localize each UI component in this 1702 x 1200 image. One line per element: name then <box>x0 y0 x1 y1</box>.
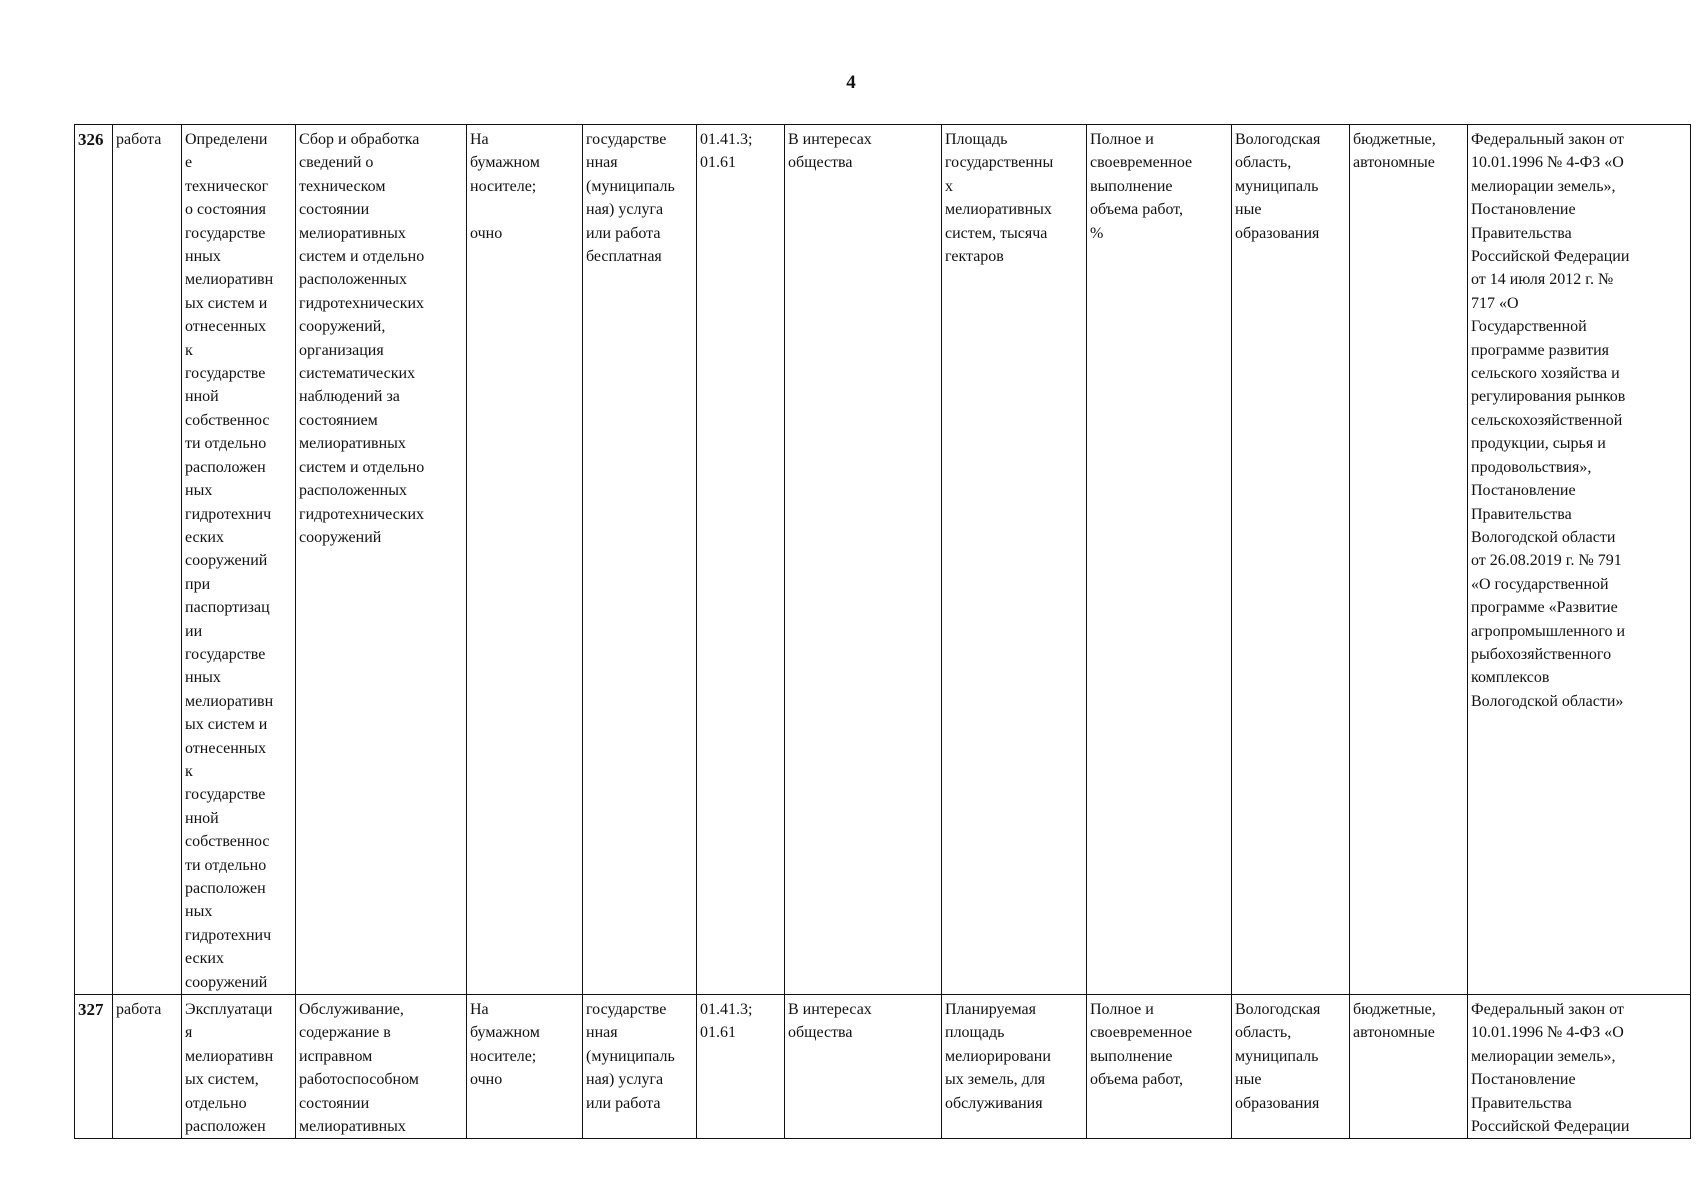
row-institutions: бюджетные, автономные <box>1350 995 1468 1139</box>
row-type: государстве нная (муниципаль ная) услуга или работа <box>583 995 697 1139</box>
row-quality: Полное и своевременное выполнение объема работ, <box>1087 995 1232 1139</box>
row-number: 327 <box>75 995 113 1139</box>
row-name: Определени е техническог о состояния государстве нных мелиоративн ых систем и отнесенных к государстве нной собственнос ти отдельно расположен ных гидротехнич еских сооружений при паспортизац ии государстве нных мелиоративн ых систем и отнесенных к государстве нной собственнос ти отдельно расположен ных гидротехнич еских сооружений <box>182 125 296 995</box>
row-number: 326 <box>75 125 113 995</box>
row-quality: Полное и своевременное выполнение объема работ, % <box>1087 125 1232 995</box>
row-kind: работа <box>113 995 182 1139</box>
row-law: Федеральный закон от 10.01.1996 № 4-ФЗ «О мелиорации земель», Постановление Правительства Российской Федерации <box>1468 995 1691 1139</box>
row-indicator: Площадь государственны х мелиоративных систем, тысяча гектаров <box>942 125 1087 995</box>
register-table <box>74 124 1691 1139</box>
row-name: Эксплуатаци я мелиоративн ых систем, отдельно расположен <box>182 995 296 1139</box>
row-okved: 01.41.3; 01.61 <box>697 125 785 995</box>
row-content: Обслуживание, содержание в исправном работоспособном состоянии мелиоративных <box>296 995 467 1139</box>
row-institutions: бюджетные, автономные <box>1350 125 1468 995</box>
row-content: Сбор и обработка сведений о техническом состоянии мелиоративных систем и отдельно расположенных гидротехнических сооружений, организация систематических наблюдений за состоянием мелиоративных систем и отдельно расположенных гидротехнических сооружений <box>296 125 467 995</box>
row-type: государстве нная (муниципаль ная) услуга или работа бесплатная <box>583 125 697 995</box>
row-interest: В интересах общества <box>785 125 942 995</box>
row-law: Федеральный закон от 10.01.1996 № 4-ФЗ «О мелиорации земель», Постановление Правительства Российской Федерации от 14 июля 2012 г. № 717 «О Государственной программе развития сельского хозяйства и регулирования рынков сельскохозяйственной продукции, сырья и продовольствия», Постановление Правительства Вологодской области от 26.08.2019 г. № 791 «О государственной программе «Развитие агропромышленного и рыбохозяйственного комплексов Вологодской области» <box>1468 125 1691 995</box>
row-form: На бумажном носителе; очно <box>467 995 583 1139</box>
row-interest: В интересах общества <box>785 995 942 1139</box>
page-number: 4 <box>846 72 856 93</box>
table-row <box>75 995 1691 1139</box>
row-authority: Вологодская область, муниципаль ные образования <box>1232 995 1350 1139</box>
row-kind: работа <box>113 125 182 995</box>
row-authority: Вологодская область, муниципаль ные образования <box>1232 125 1350 995</box>
row-indicator: Планируемая площадь мелиорировани ых земель, для обслуживания <box>942 995 1087 1139</box>
table-row <box>75 125 1691 995</box>
row-form: На бумажном носителе; очно <box>467 125 583 995</box>
row-okved: 01.41.3; 01.61 <box>697 995 785 1139</box>
